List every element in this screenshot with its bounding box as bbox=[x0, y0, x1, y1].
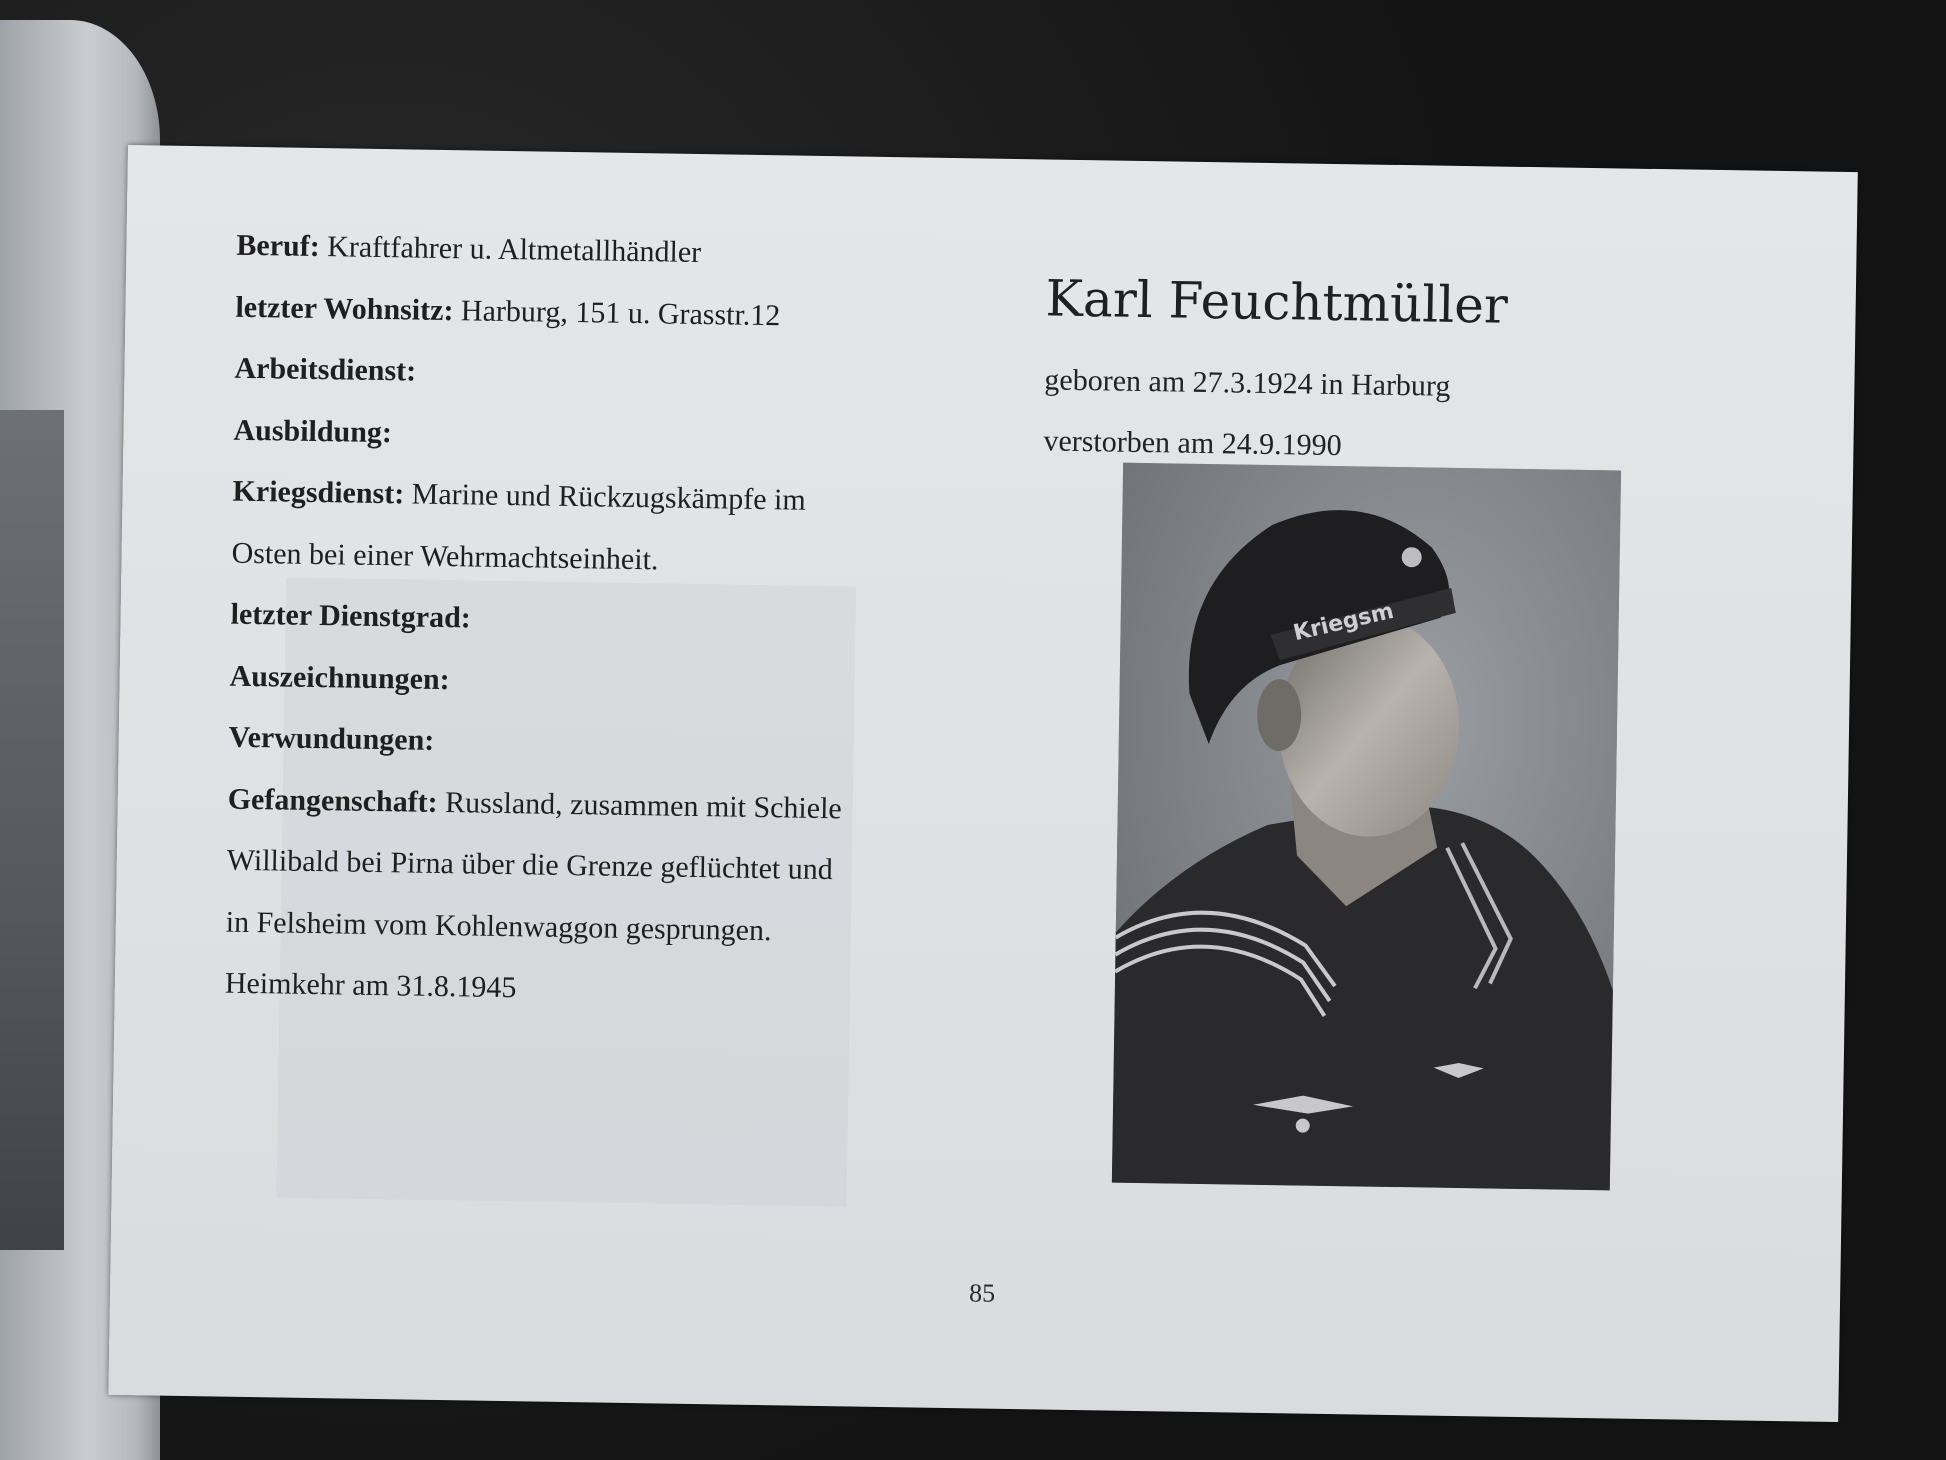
field-kriegsdienst: Kriegsdienst: Marine und Rückzugskämpfe im bbox=[232, 474, 806, 517]
page-number: 85 bbox=[968, 1278, 996, 1308]
life-dates bbox=[1043, 349, 1645, 480]
portrait-photo bbox=[1112, 463, 1621, 1191]
book-page bbox=[108, 145, 1857, 1422]
left-page-photo-fragment bbox=[0, 410, 64, 1250]
field-gefangenschaft-continuation-3: Heimkehr am 31.8.1945 bbox=[224, 966, 517, 1005]
field-ausbildung: Ausbildung: bbox=[233, 413, 393, 449]
field-arbeitsdienst: Arbeitsdienst: bbox=[234, 351, 417, 388]
cap-band-text: Kriegsm bbox=[1291, 598, 1397, 647]
field-gefangenschaft: Gefangenschaft: Russland, zusammen mit Schiele bbox=[227, 782, 843, 825]
field-gefangenschaft-continuation-1: Willibald bei Pirna über die Grenze geflüchtet und bbox=[226, 843, 834, 887]
death-date: verstorben am 24.9.1990 bbox=[1043, 424, 1342, 463]
biography-fields bbox=[224, 215, 976, 1026]
field-beruf: Beruf: Kraftfahrer u. Altmetallhändler bbox=[236, 228, 702, 270]
field-gefangenschaft-continuation-2: in Felsheim vom Kohlenwaggon gesprungen. bbox=[225, 905, 772, 947]
field-letzter-wohnsitz: letzter Wohnsitz: Harburg, 151 u. Grasstr.12 bbox=[235, 290, 781, 332]
sailor-portrait-image bbox=[1112, 463, 1621, 1191]
field-verwundungen: Verwundungen: bbox=[228, 720, 435, 757]
field-auszeichnungen: Auszeichnungen: bbox=[229, 659, 450, 696]
field-kriegsdienst-continuation: Osten bei einer Wehrmachtseinheit. bbox=[231, 536, 659, 576]
field-letzter-dienstgrad: letzter Dienstgrad: bbox=[230, 597, 472, 635]
birth-date: geboren am 27.3.1924 in Harburg bbox=[1044, 363, 1451, 403]
person-name: Karl Feuchtmüller bbox=[1045, 269, 1509, 335]
